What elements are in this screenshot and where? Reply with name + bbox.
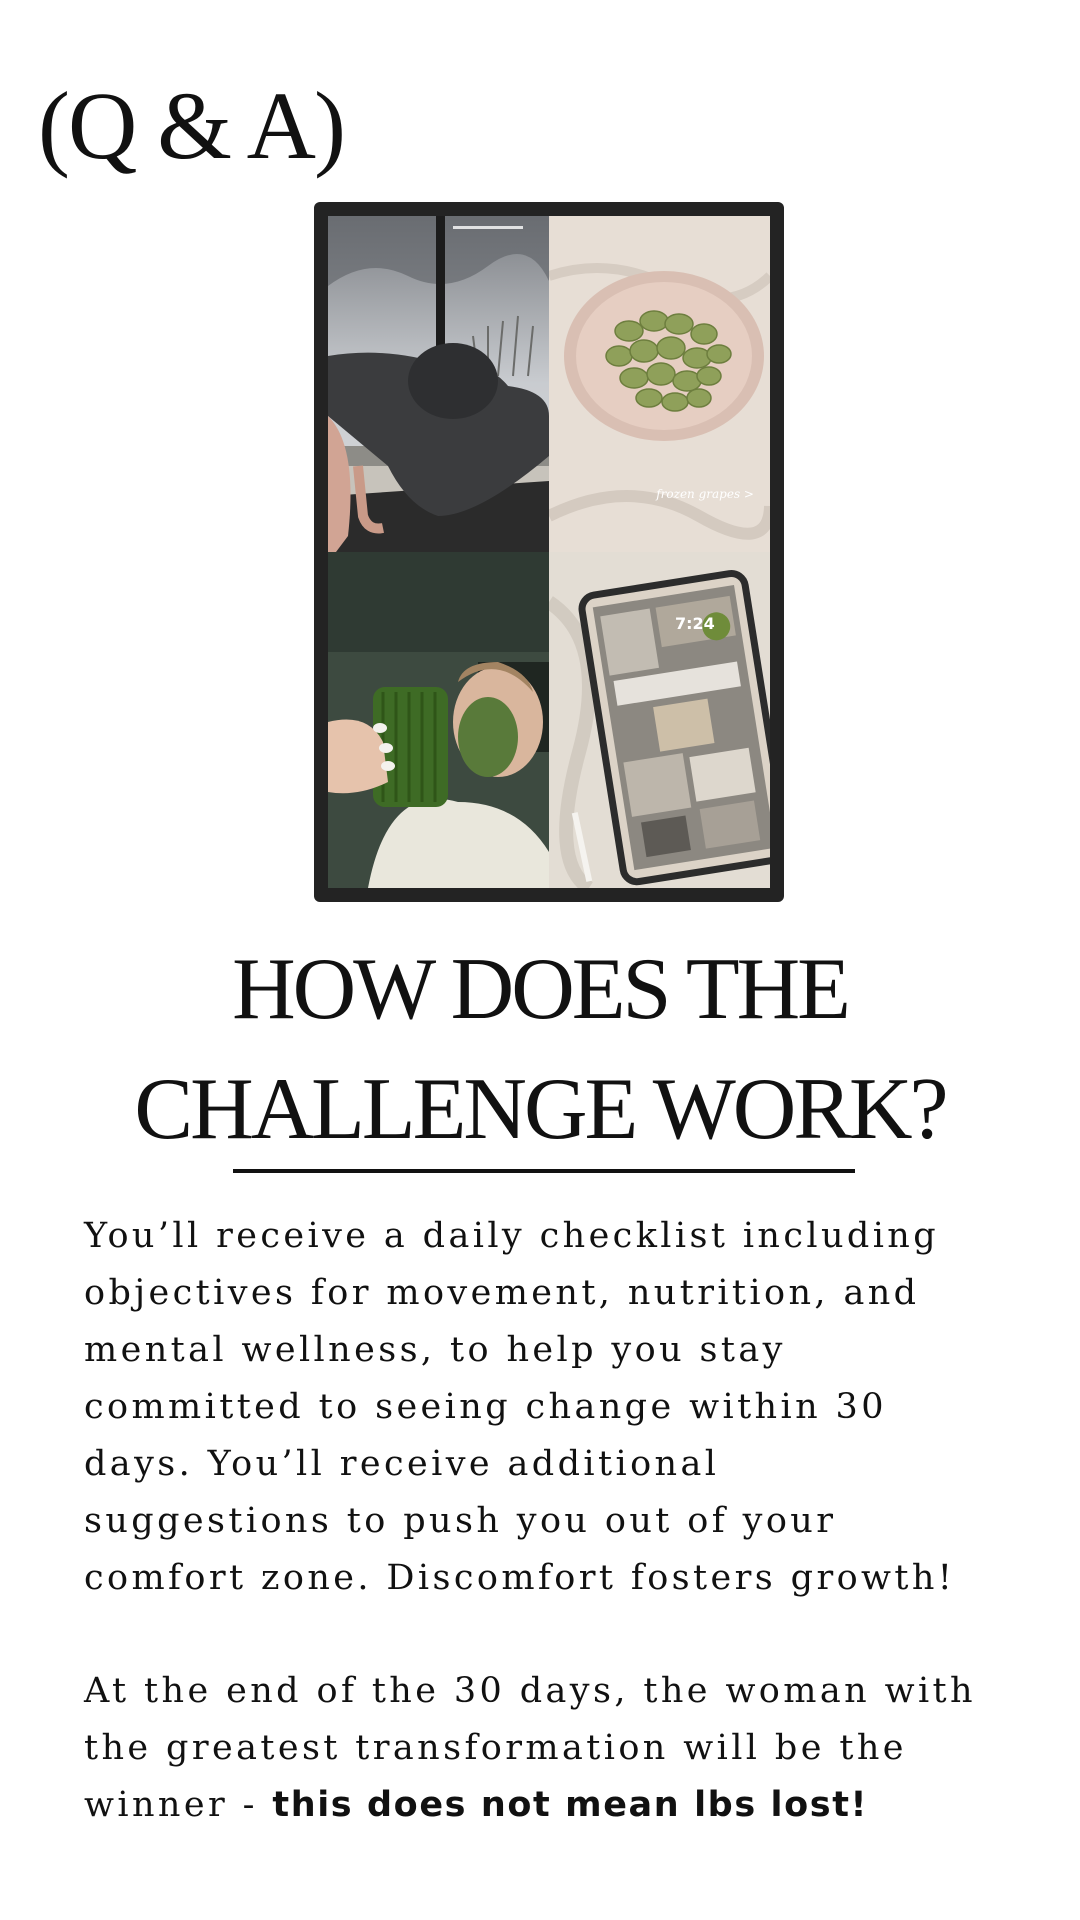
body-line: suggestions to push you out of your (84, 1501, 837, 1541)
title-line-2: CHALLENGE WORK? (134, 1061, 946, 1158)
tablet-clock: 7:24 (675, 614, 715, 633)
green-drink-photo (328, 552, 549, 888)
title-divider (233, 1169, 855, 1173)
photo-collage (328, 216, 770, 888)
body-line: the greatest transformation will be the (84, 1728, 907, 1768)
body-line: committed to seeing change within 30 (84, 1387, 887, 1427)
workout-photo (328, 216, 549, 552)
body-line: mental wellness, to help you stay (84, 1330, 786, 1370)
body-line-final (84, 1777, 1044, 1834)
paragraph-gap (84, 1607, 1044, 1663)
title-line-1: HOW DOES THE (232, 941, 848, 1038)
body-line: At the end of the 30 days, the woman with (84, 1671, 976, 1711)
frozen-grapes-photo (549, 216, 770, 552)
qa-heading: (Q & A) (38, 72, 344, 179)
body-line: objectives for movement, nutrition, and (84, 1273, 920, 1313)
phone-collage-frame (314, 202, 784, 902)
tablet-vision-board-photo (549, 552, 770, 888)
body-line: You’ll receive a daily checklist including (84, 1216, 940, 1256)
description (84, 1208, 1044, 1834)
body-line: comfort zone. Discomfort fosters growth! (84, 1558, 956, 1598)
body-line: days. You’ll receive additional (84, 1444, 720, 1484)
page-title (0, 930, 1080, 1170)
grapes-caption: frozen grapes > (656, 487, 754, 501)
winner-text: winner - (84, 1785, 273, 1825)
emphasis-text: this does not mean lbs lost! (272, 1785, 869, 1825)
